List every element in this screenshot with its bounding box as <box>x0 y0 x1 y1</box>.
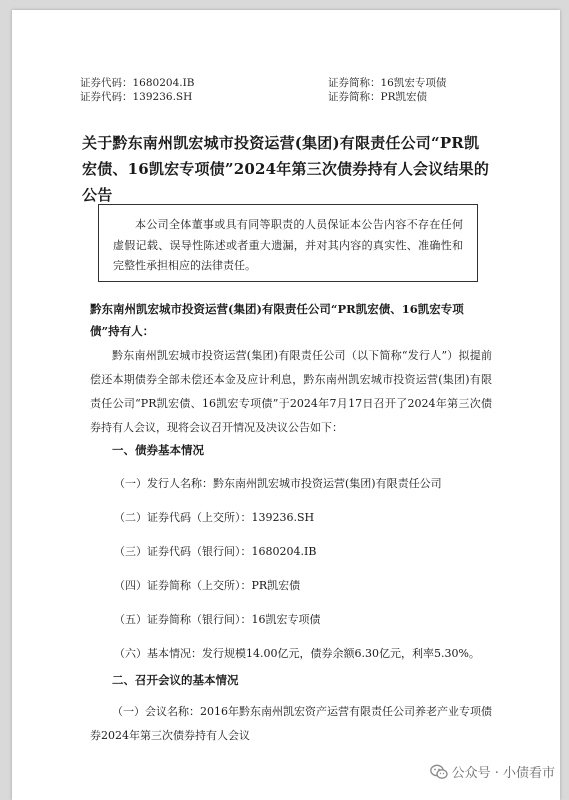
section-heading-2: 二、召开会议的基本情况 <box>112 673 239 687</box>
list-item: （三）证券代码（银行间）：1680204.IB <box>114 545 317 558</box>
document-title: 关于黔东南州凯宏城市投资运营(集团)有限责任公司“PR凯宏债、16凯宏专项债”2024年第三次债券持有人会议结果的公告 <box>82 134 490 204</box>
list-item: （四）证券简称（上交所）：PR凯宏债 <box>114 579 301 592</box>
watermark-text: 公众号 · 小债看市 <box>451 766 555 781</box>
meeting-item: （一）会议名称：2016年黔东南州凯宏资产运营有限责任公司养老产业专项债券2024年第三次债券持有人会议 <box>90 705 492 742</box>
section-heading-1: 一、债券基本情况 <box>112 443 204 457</box>
list-item: （六）基本情况：发行规模14.00亿元，债券余额6.30亿元，利率5.30%。 <box>114 647 480 660</box>
wechat-icon <box>430 764 448 780</box>
list-item: （五）证券简称（银行间）：16凯宏专项债 <box>114 613 321 626</box>
list-item: （一）发行人名称：黔东南州凯宏城市投资运营(集团)有限责任公司 <box>114 477 442 490</box>
list-item: （二）证券代码（上交所）：139236.SH <box>114 511 315 524</box>
header-abbr-1: 证券简称：16凯宏专项债 <box>328 77 447 89</box>
watermark <box>430 762 555 781</box>
document-page <box>12 10 560 800</box>
disclaimer-box <box>98 204 478 282</box>
header-abbr-2: 证券简称：PR凯宏债 <box>328 91 427 103</box>
header-code-sh: 证券代码：139236.SH <box>80 91 193 103</box>
disclaimer-text: 本公司全体董事或具有同等职责的人员保证本公告内容不存在任何虚假记载、误导性陈述或者重大遗漏，并对其内容的真实性、准确性和完整性承担相应的法律责任。 <box>113 218 463 272</box>
addressee: 黔东南州凯宏城市投资运营(集团)有限责任公司“PR凯宏债、16凯宏专项债”持有人： <box>90 302 464 338</box>
intro-paragraph: 黔东南州凯宏城市投资运营(集团)有限责任公司（以下简称“发行人”）拟提前偿还本期债券全部未偿还本金及应计利息，黔东南州凯宏城市投资运营(集团)有限责任公司“PR凯宏债、16凯宏专项债”于2024年7月17日召开了2024年第三次债券持有人会议，现将会议召开情况及决议公告如下： <box>90 349 492 434</box>
header-code-ib: 证券代码：1680204.IB <box>80 77 195 89</box>
